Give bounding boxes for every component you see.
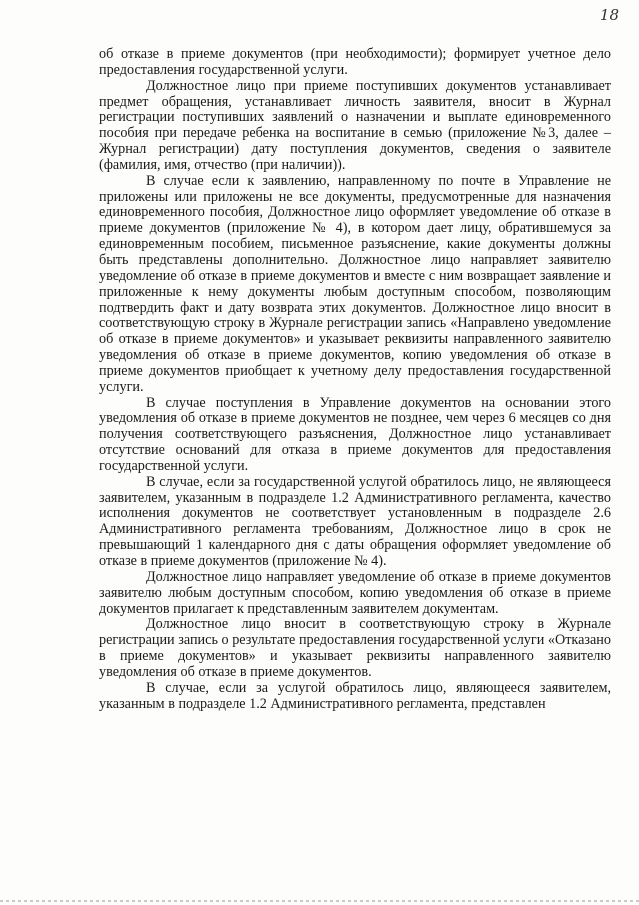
paragraph: Должностное лицо при приеме поступивших документов устанавливает предмет обращения, устанавливает личность заявителя, вносит в Журнал регистрации поступивших заявлений о назначении и выплате единовременного пособия при передаче ребенка на воспитание в семью (приложение №3, далее – Журнал регистрации) дату поступления документов, сведения о заявителе (фамилия, имя, отчество (при наличии)). [99,77,611,173]
document-body [99,47,611,712]
paragraph: В случае если к заявлению, направленному по почте в Управление не приложены или приложены не все документы, предусмотренные для назначения единовременного пособия, Должностное лицо оформляет уведомление об отказе в приеме документов (приложение № 4), в котором дает лицу, обратившемуся за единовременным пособием, письменное разъяснение, какие документы должны быть представлены дополнительно. Должностное лицо направляет заявителю уведомление об отказе в приеме документов и вместе с ним возвращает заявление и приложенные к нему документы любым доступным способом, позволяющим подтвердить факт и дату возврата этих документов. Должностное лицо вносит в соответствующую строку в Журнале регистрации запись «Направлено уведомление об отказе в приеме документов» и указывает реквизиты направленного заявителю уведомления об отказе в приеме документов, копию уведомления об отказе в приеме документов приобщает к учетному делу предоставления государственной услуги. [99,172,611,395]
scan-edge-line [0,900,639,902]
paragraph: Должностное лицо направляет уведомление об отказе в приеме документов заявителю любым доступным способом, копию уведомления об отказе в приеме документов прилагает к представленным заявителем документам. [99,568,611,617]
paragraph: Должностное лицо вносит в соответствующую строку в Журнале регистрации запись о результате предоставления государственной услуги «Отказано в приеме документов» и указывает реквизиты направленного заявителю уведомления об отказе в приеме документов. [99,616,611,680]
paragraph: В случае, если за услугой обратилось лицо, являющееся заявителем, указанным в подразделе 1.2 Административного регламента, представлен [99,679,611,712]
paragraph-continuation: об отказе в приеме документов (при необходимости); формирует учетное дело предоставления государственной услуги. [99,46,611,78]
paragraph: В случае, если за государственной услугой обратилось лицо, не являющееся заявителем, указанным в подразделе 1.2 Административного регламента, качество исполнения документов не соответствует установленным в подразделе 2.6 Административного регламента требованиям, Должностное лицо в срок не превышающий 1 календарного дня с даты обращения оформляет уведомление об отказе в приеме документов (приложение № 4). [99,473,611,569]
page-number: 18 [599,6,619,24]
paragraph: В случае поступления в Управление документов на основании этого уведомления об отказе в приеме документов не позднее, чем через 6 месяцев со дня получения соответствующего разъяснения, Должностное лицо устанавливает отсутствие оснований для отказа в приеме документов для предоставления государственной услуги. [99,394,611,474]
